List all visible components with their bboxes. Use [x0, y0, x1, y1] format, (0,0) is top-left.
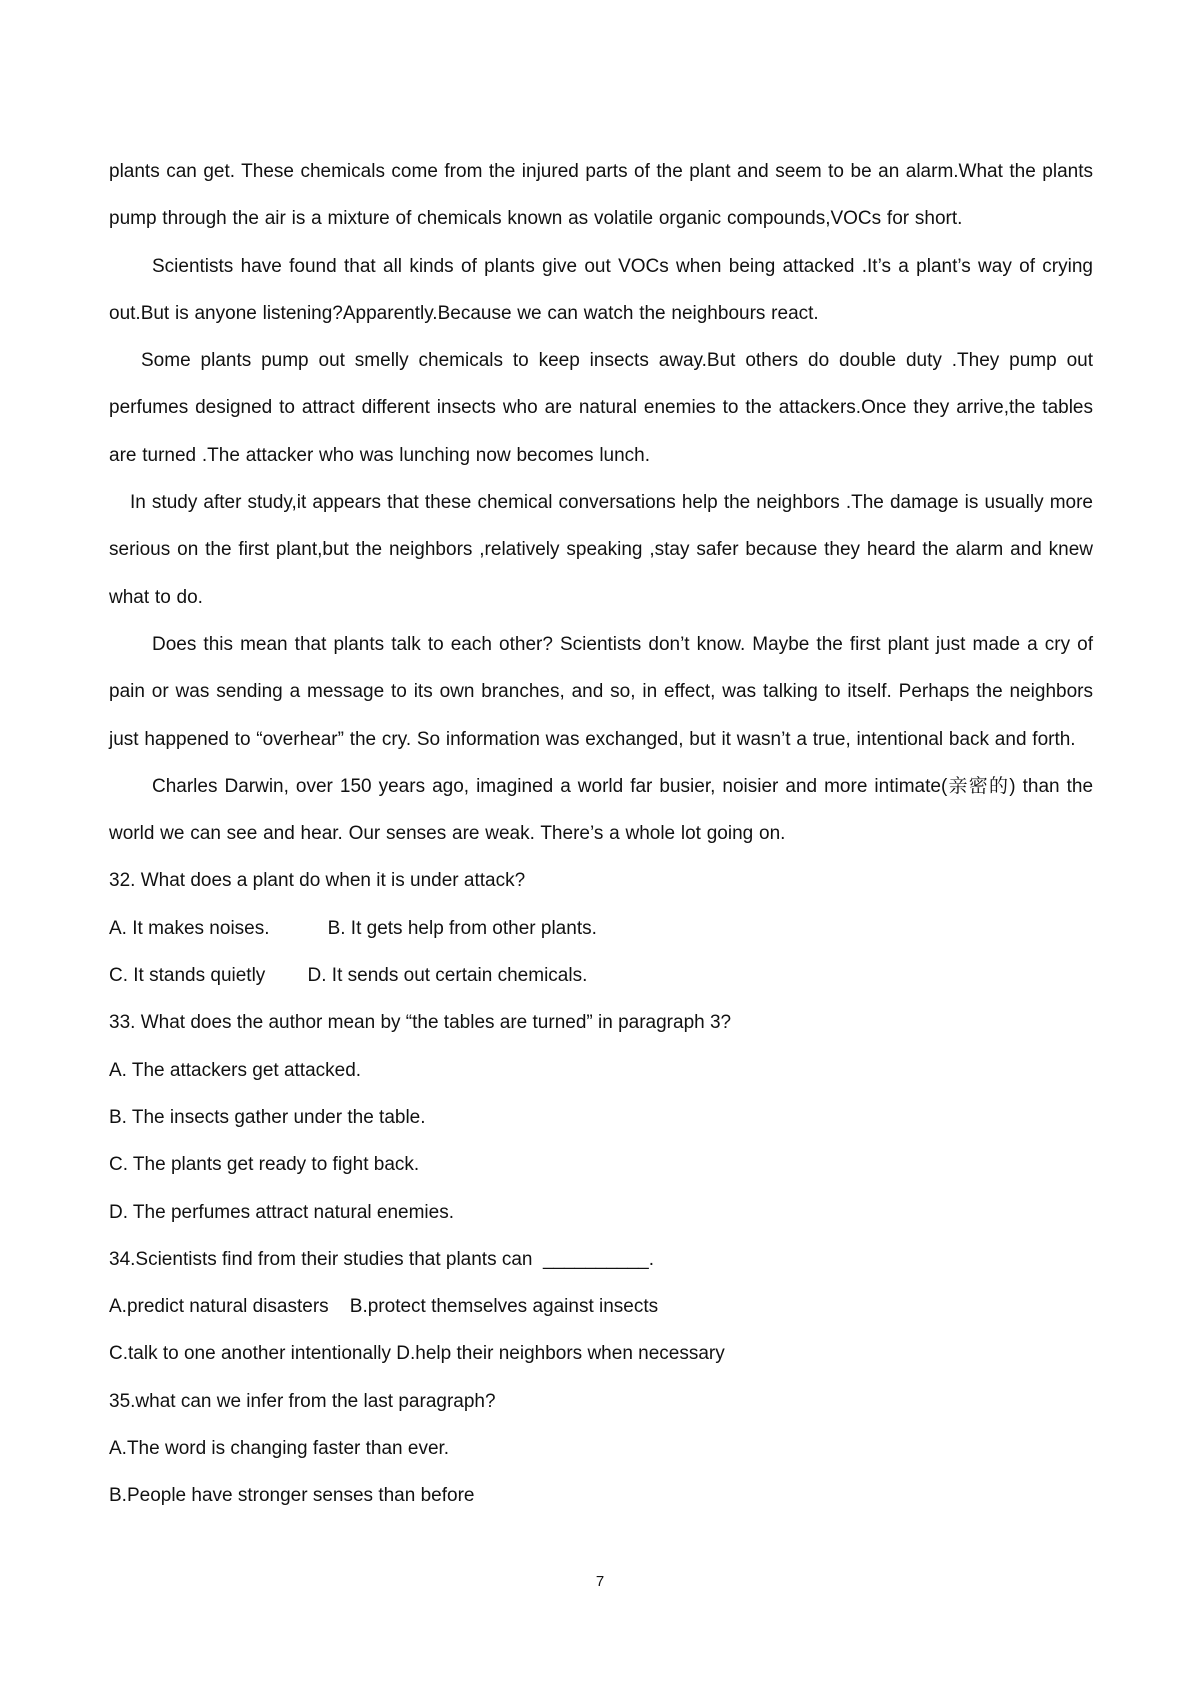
- passage-paragraph-2: Scientists have found that all kinds of plants give out VOCs when being attacked .It’s a plant’s way of crying out.But is anyone listening?Apparently.Because we can watch the neighbours react.: [109, 255, 1093, 324]
- question-35: [109, 1378, 1093, 1520]
- passage-paragraph-5: Does this mean that plants talk to each other? Scientists don’t know. Maybe the first plant just made a cry of pain or was sending a message to its own branches, and so, in effect, was talking to itself. Perhaps the neighbors just happened to “overhear” the cry. So information was exchanged, but it wasn’t a true, intentional back and forth.: [109, 633, 1093, 750]
- question-34-options-c-d: C.talk to one another intentionally D.help their neighbors when necessary: [109, 1343, 725, 1365]
- question-33-option-d: D. The perfumes attract natural enemies.: [109, 1201, 454, 1223]
- question-35-option-a: A.The word is changing faster than ever.: [109, 1438, 450, 1460]
- question-33-stem: 33. What does the author mean by “the tables are turned” in paragraph 3?: [109, 1012, 732, 1034]
- question-34-stem: 34.Scientists find from their studies that plants can __________.: [109, 1248, 654, 1270]
- question-33-option-b: B. The insects gather under the table.: [109, 1106, 426, 1128]
- question-32-options-c-d: C. It stands quietly D. It sends out certain chemicals.: [109, 965, 588, 987]
- passage-paragraph-1: plants can get. These chemicals come from the injured parts of the plant and seem to be an alarm.What the plants pump through the air is a mixture of chemicals known as volatile organic compounds,VOCs for short.: [109, 161, 1093, 230]
- question-32-stem: 32. What does a plant do when it is under attack?: [109, 870, 526, 892]
- question-33-option-c: C. The plants get ready to fight back.: [109, 1154, 420, 1176]
- question-33: [109, 999, 1093, 1235]
- page-number: 7: [595, 1573, 605, 1590]
- question-32-options-a-b: A. It makes noises. B. It gets help from other plants.: [109, 917, 597, 939]
- paragraph-6-text-start: Charles Darwin, over 150 years ago, imagined a world far busier, noisier and more intimate(: [152, 775, 948, 797]
- reading-passage: [109, 148, 1093, 857]
- question-32: [109, 857, 1093, 999]
- passage-paragraph-4: In study after study,it appears that these chemical conversations help the neighbors .The damage is usually more serious on the first plant,but the neighbors ,relatively speaking ,stay safer because they heard the alarm and knew what to do.: [109, 492, 1093, 608]
- question-35-stem: 35.what can we infer from the last paragraph?: [109, 1390, 496, 1412]
- question-34-options-a-b: A.predict natural disasters B.protect themselves against insects: [109, 1296, 659, 1318]
- question-33-option-a: A. The attackers get attacked.: [109, 1059, 362, 1081]
- passage-paragraph-6: [109, 763, 1093, 858]
- question-35-option-b: B.People have stronger senses than before: [109, 1485, 475, 1507]
- chinese-gloss: 亲密的: [947, 774, 1010, 797]
- page-content: [109, 148, 1093, 1520]
- passage-paragraph-3: Some plants pump out smelly chemicals to keep insects away.But others do double duty .They pump out perfumes designed to attract different insects who are natural enemies to the attackers.Once they arrive,the tables are turned .The attacker who was lunching now becomes lunch.: [109, 350, 1093, 466]
- paragraph-6-text-end: ) than the world we can see and hear. Our senses are weak. There’s a whole lot going on.: [109, 775, 1094, 845]
- question-34: [109, 1236, 1093, 1378]
